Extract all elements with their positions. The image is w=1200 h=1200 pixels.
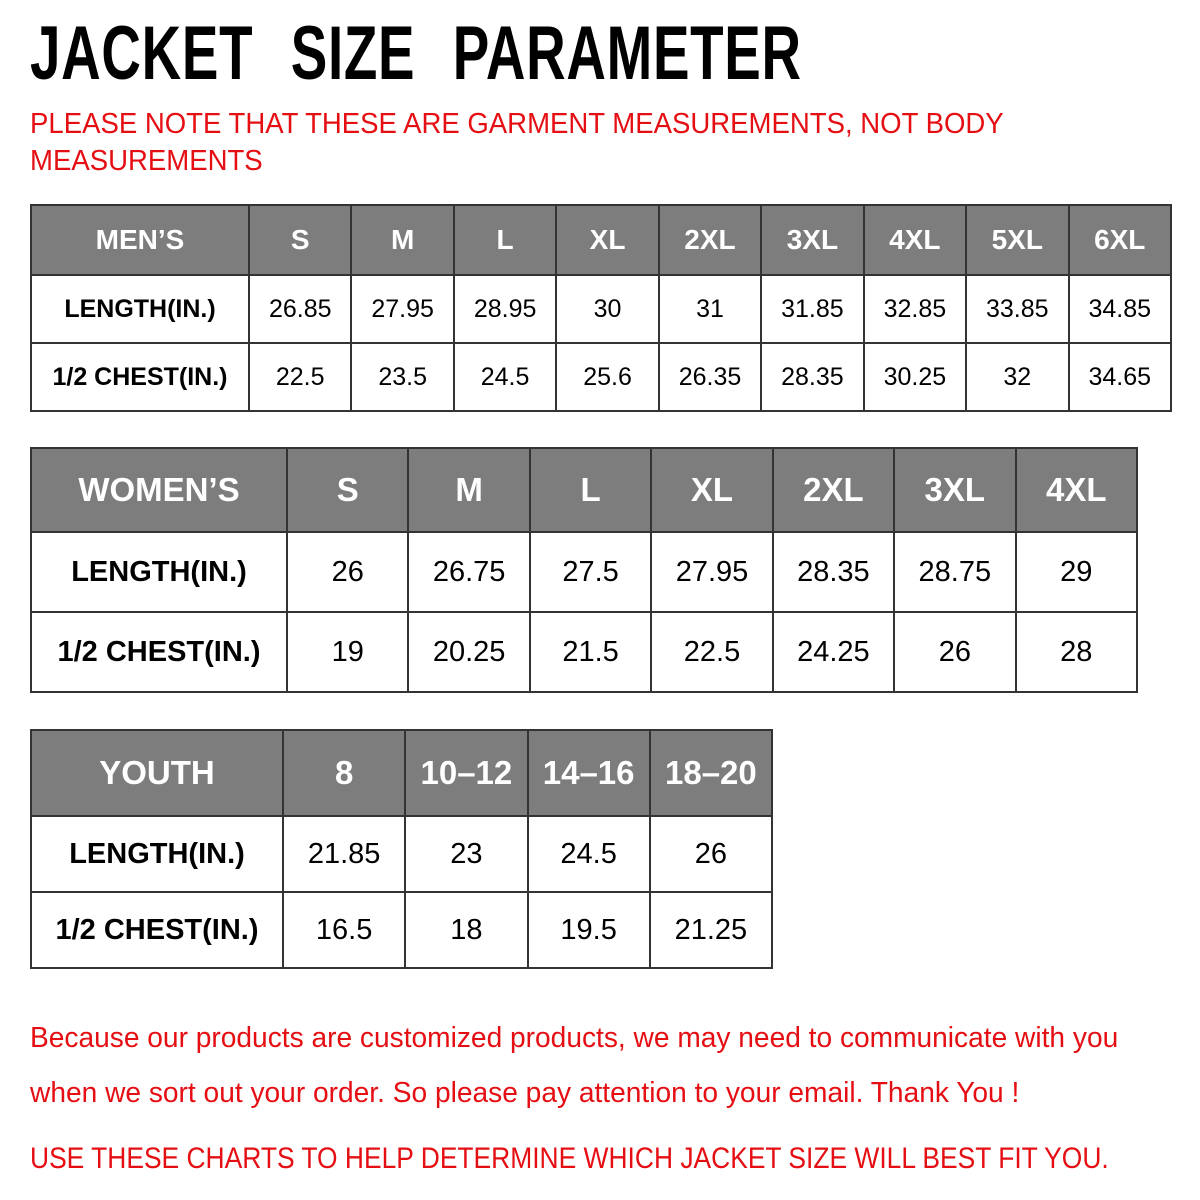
womens-table-title: WOMEN’S — [31, 448, 287, 532]
chest-value-cell: 21.25 — [650, 892, 772, 968]
youth-header-row — [31, 730, 772, 816]
footer-instruction: USE THESE CHARTS TO HELP DETERMINE WHICH JACKET SIZE WILL BEST FIT YOU. — [30, 1142, 1109, 1175]
length-value-cell: 29 — [1016, 532, 1137, 612]
mens-header-row — [31, 205, 1171, 275]
size-header-cell: 4XL — [1016, 448, 1137, 532]
size-header-cell: L — [454, 205, 556, 275]
length-value-cell: 33.85 — [966, 275, 1068, 343]
size-header-cell: 18–20 — [650, 730, 772, 816]
length-value-cell: 21.85 — [283, 816, 405, 892]
size-header-cell: 14–16 — [528, 730, 650, 816]
size-header-cell: S — [249, 205, 351, 275]
chest-value-cell: 32 — [966, 343, 1068, 411]
youth-length-row — [31, 816, 772, 892]
mens-length-row — [31, 275, 1171, 343]
length-value-cell: 23 — [405, 816, 527, 892]
length-value-cell: 27.5 — [530, 532, 651, 612]
measurement-note-line2: MEASUREMENTS — [30, 145, 263, 177]
size-header-cell: M — [351, 205, 453, 275]
chest-value-cell: 24.5 — [454, 343, 556, 411]
chest-value-cell: 23.5 — [351, 343, 453, 411]
length-value-cell: 28.95 — [454, 275, 556, 343]
chest-value-cell: 19.5 — [528, 892, 650, 968]
size-header-cell: 10–12 — [405, 730, 527, 816]
length-value-cell: 26.85 — [249, 275, 351, 343]
womens-chest-row — [31, 612, 1137, 692]
size-header-cell: M — [408, 448, 529, 532]
chest-value-cell: 22.5 — [651, 612, 772, 692]
size-header-cell: 8 — [283, 730, 405, 816]
youth-chest-row — [31, 892, 772, 968]
length-value-cell: 31 — [659, 275, 761, 343]
size-header-cell: 5XL — [966, 205, 1068, 275]
row-label-chest: 1/2 CHEST(IN.) — [31, 343, 249, 411]
chest-value-cell: 19 — [287, 612, 408, 692]
size-header-cell: L — [530, 448, 651, 532]
womens-length-row — [31, 532, 1137, 612]
length-value-cell: 31.85 — [761, 275, 863, 343]
page-title — [30, 11, 1200, 96]
size-header-cell: 2XL — [773, 448, 894, 532]
chest-value-cell: 21.5 — [530, 612, 651, 692]
measurement-note-line1: PLEASE NOTE THAT THESE ARE GARMENT MEASUREMENTS, NOT BODY — [30, 108, 1004, 140]
length-value-cell: 26.75 — [408, 532, 529, 612]
row-label-chest: 1/2 CHEST(IN.) — [31, 892, 283, 968]
footer-note-line2: when we sort out your order. So please pay attention to your email. Thank You ! — [30, 1077, 1020, 1109]
chest-value-cell: 24.25 — [773, 612, 894, 692]
footer-note-line1: Because our products are customized products, we may need to communicate with you — [30, 1022, 1119, 1054]
size-header-cell: 6XL — [1069, 205, 1172, 275]
chest-value-cell: 28.35 — [761, 343, 863, 411]
size-header-cell: S — [287, 448, 408, 532]
chest-value-cell: 25.6 — [556, 343, 658, 411]
length-value-cell: 24.5 — [528, 816, 650, 892]
footer-notes — [30, 1011, 1200, 1179]
length-value-cell: 27.95 — [351, 275, 453, 343]
page-title-text: JACKET SIZE PARAMETER — [30, 11, 802, 96]
measurement-note — [30, 106, 1200, 180]
length-value-cell: 34.85 — [1069, 275, 1172, 343]
length-value-cell: 30 — [556, 275, 658, 343]
chest-value-cell: 16.5 — [283, 892, 405, 968]
size-header-cell: 2XL — [659, 205, 761, 275]
chest-value-cell: 34.65 — [1069, 343, 1172, 411]
mens-chest-row — [31, 343, 1171, 411]
youth-size-table — [30, 729, 773, 969]
chest-value-cell: 28 — [1016, 612, 1137, 692]
youth-table-title: YOUTH — [31, 730, 283, 816]
row-label-length: LENGTH(IN.) — [31, 275, 249, 343]
size-header-cell: 4XL — [864, 205, 966, 275]
size-header-cell: XL — [556, 205, 658, 275]
length-value-cell: 26 — [287, 532, 408, 612]
chest-value-cell: 22.5 — [249, 343, 351, 411]
row-label-length: LENGTH(IN.) — [31, 532, 287, 612]
length-value-cell: 32.85 — [864, 275, 966, 343]
chest-value-cell: 26 — [894, 612, 1015, 692]
chest-value-cell: 30.25 — [864, 343, 966, 411]
size-header-cell: 3XL — [761, 205, 863, 275]
length-value-cell: 28.35 — [773, 532, 894, 612]
row-label-length: LENGTH(IN.) — [31, 816, 283, 892]
chest-value-cell: 20.25 — [408, 612, 529, 692]
size-header-cell: XL — [651, 448, 772, 532]
size-header-cell: 3XL — [894, 448, 1015, 532]
mens-size-table — [30, 204, 1172, 412]
chest-value-cell: 18 — [405, 892, 527, 968]
length-value-cell: 26 — [650, 816, 772, 892]
chest-value-cell: 26.35 — [659, 343, 761, 411]
mens-table-title: MEN’S — [31, 205, 249, 275]
length-value-cell: 27.95 — [651, 532, 772, 612]
womens-header-row — [31, 448, 1137, 532]
row-label-chest: 1/2 CHEST(IN.) — [31, 612, 287, 692]
length-value-cell: 28.75 — [894, 532, 1015, 612]
womens-size-table — [30, 447, 1138, 693]
